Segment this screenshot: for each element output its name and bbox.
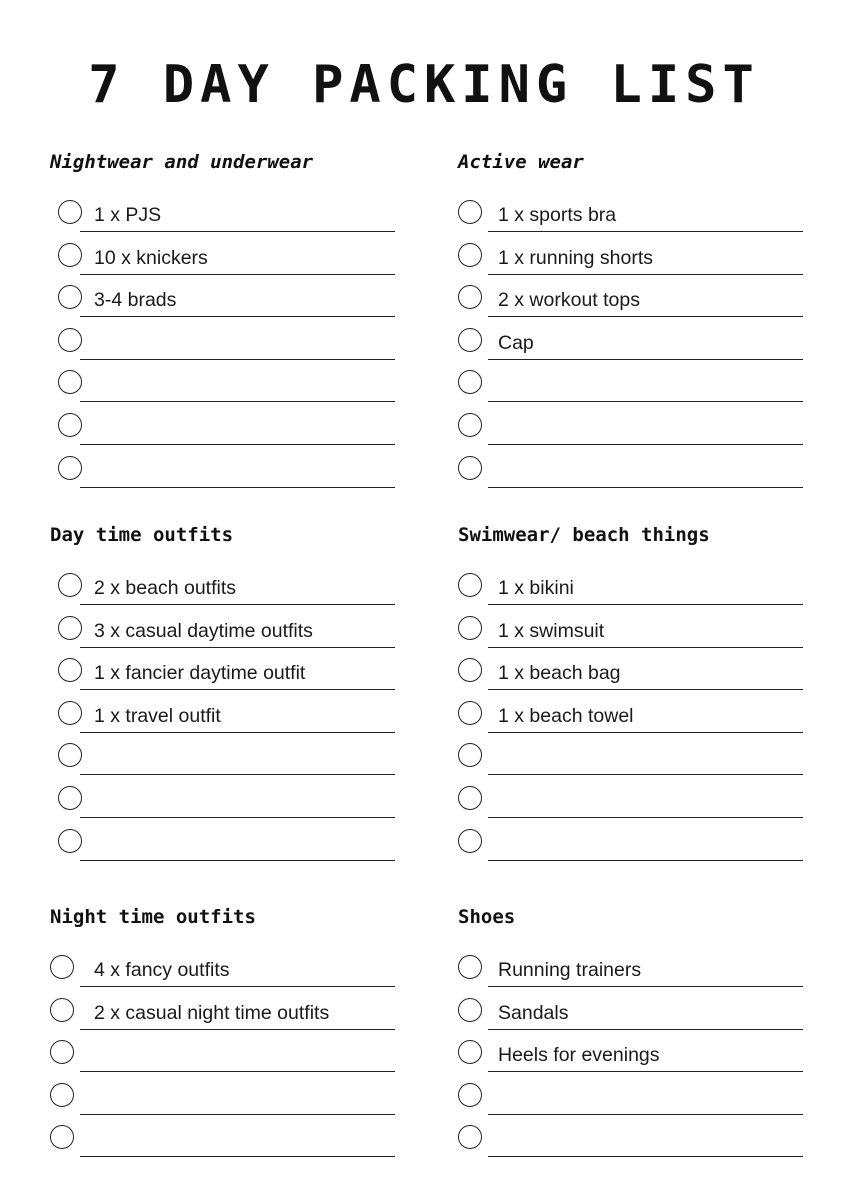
section-day-time-outfits (50, 523, 395, 871)
write-in-line (80, 231, 395, 232)
checklist-item (458, 1125, 803, 1168)
section-title: Day time outfits (50, 524, 234, 546)
checklist-item (458, 456, 803, 499)
checklist-item (458, 829, 803, 872)
checkbox-circle[interactable] (458, 955, 482, 979)
write-in-line (488, 817, 803, 818)
write-in-line (488, 1114, 803, 1115)
section-night-time-outfits (50, 905, 395, 1168)
checkbox-circle[interactable] (50, 1040, 74, 1064)
write-in-line (488, 604, 803, 605)
write-in-line (488, 231, 803, 232)
checkbox-circle[interactable] (458, 1083, 482, 1107)
checklist-item (50, 658, 395, 701)
checklist-item (50, 998, 395, 1041)
checklist-item (458, 413, 803, 456)
checklist-item (50, 328, 395, 371)
item-label: 4 x fancy outfits (94, 959, 230, 981)
checklist-item (50, 243, 395, 286)
checkbox-circle[interactable] (458, 829, 482, 853)
write-in-line (488, 1029, 803, 1030)
checkbox-circle[interactable] (58, 328, 82, 352)
checklist-item (458, 743, 803, 786)
checklist-item (458, 616, 803, 659)
write-in-line (80, 986, 395, 987)
checkbox-circle[interactable] (58, 658, 82, 682)
item-label: 1 x sports bra (498, 204, 617, 226)
item-label: Cap (498, 331, 534, 354)
write-in-line (488, 732, 803, 733)
checklist-item (50, 1125, 395, 1168)
section-swimwear (458, 523, 803, 871)
write-in-line (80, 316, 395, 317)
checkbox-circle[interactable] (58, 200, 82, 224)
section-nightwear (50, 150, 395, 498)
checklist (458, 955, 803, 1168)
write-in-line (80, 1114, 395, 1115)
write-in-line (80, 817, 395, 818)
checkbox-circle[interactable] (458, 573, 482, 597)
write-in-line (80, 647, 395, 648)
checkbox-circle[interactable] (458, 456, 482, 480)
checklist-item (50, 955, 395, 998)
item-label: 1 x bikini (498, 577, 574, 599)
write-in-line (80, 487, 395, 488)
checklist-item (50, 413, 395, 456)
write-in-line (488, 860, 803, 861)
checkbox-circle[interactable] (458, 413, 482, 437)
checkbox-circle[interactable] (458, 786, 482, 810)
checkbox-circle[interactable] (58, 413, 82, 437)
checkbox-circle[interactable] (458, 701, 482, 725)
checklist-item (50, 1040, 395, 1083)
checkbox-circle[interactable] (58, 573, 82, 597)
checklist-item (50, 786, 395, 829)
section-active-wear (458, 150, 803, 498)
checkbox-circle[interactable] (458, 1040, 482, 1064)
checklist-item (458, 998, 803, 1041)
checklist-item (458, 573, 803, 616)
write-in-line (488, 359, 803, 360)
checklist-item (458, 200, 803, 243)
section-title: Night time outfits (50, 906, 256, 928)
write-in-line (80, 689, 395, 690)
write-in-line (488, 1071, 803, 1072)
checklist (50, 200, 395, 498)
checklist (50, 955, 395, 1168)
write-in-line (80, 274, 395, 275)
item-label: Sandals (498, 1001, 569, 1024)
write-in-line (80, 444, 395, 445)
item-label: 2 x beach outfits (94, 577, 237, 599)
checkbox-circle[interactable] (458, 658, 482, 682)
item-label: Running trainers (498, 959, 642, 981)
checkbox-circle[interactable] (58, 829, 82, 853)
write-in-line (488, 316, 803, 317)
item-label: 2 x casual night time outfits (94, 1001, 330, 1024)
write-in-line (80, 732, 395, 733)
checklist-item (458, 658, 803, 701)
checklist-item (50, 743, 395, 786)
checklist-item (50, 829, 395, 872)
item-label: 10 x knickers (94, 246, 208, 269)
checklist-item (458, 786, 803, 829)
section-title: Swimwear/ beach things (458, 524, 710, 546)
write-in-line (488, 986, 803, 987)
item-label: Heels for evenings (498, 1044, 660, 1067)
write-in-line (80, 401, 395, 402)
checkbox-circle[interactable] (458, 370, 482, 394)
checkbox-circle[interactable] (458, 328, 482, 352)
section-title: Shoes (458, 906, 516, 928)
section-title: Nightwear and underwear (50, 151, 314, 173)
checkbox-circle[interactable] (58, 456, 82, 480)
write-in-line (488, 1156, 803, 1157)
write-in-line (80, 860, 395, 861)
checklist (50, 573, 395, 871)
checklist-item (458, 243, 803, 286)
checklist-item (50, 616, 395, 659)
checkbox-circle[interactable] (458, 200, 482, 224)
checklist-item (50, 701, 395, 744)
checkbox-circle[interactable] (50, 1083, 74, 1107)
write-in-line (488, 401, 803, 402)
checkbox-circle[interactable] (50, 998, 74, 1022)
item-label: 1 x running shorts (498, 246, 654, 269)
write-in-line (80, 359, 395, 360)
checklist-item (50, 1083, 395, 1126)
checkbox-circle[interactable] (58, 701, 82, 725)
checkbox-circle[interactable] (50, 955, 74, 979)
checklist-item (458, 370, 803, 413)
write-in-line (488, 647, 803, 648)
checkbox-circle[interactable] (458, 243, 482, 267)
item-label: 2 x workout tops (498, 289, 640, 312)
checkbox-circle[interactable] (58, 370, 82, 394)
checklist-item (50, 573, 395, 616)
checkbox-circle[interactable] (58, 743, 82, 767)
checkbox-circle[interactable] (58, 616, 82, 640)
checkbox-circle[interactable] (58, 243, 82, 267)
checkbox-circle[interactable] (458, 285, 482, 309)
write-in-line (80, 604, 395, 605)
item-label: 3 x casual daytime outfits (94, 619, 313, 642)
checklist-item (458, 328, 803, 371)
checklist-item (458, 955, 803, 998)
checkbox-circle[interactable] (458, 616, 482, 640)
checkbox-circle[interactable] (58, 285, 82, 309)
item-label: 3-4 brads (94, 289, 177, 312)
checkbox-circle[interactable] (458, 998, 482, 1022)
item-label: 1 x beach towel (498, 704, 634, 727)
write-in-line (488, 444, 803, 445)
checkbox-circle[interactable] (458, 743, 482, 767)
checklist-item (50, 285, 395, 328)
item-label: 1 x fancier daytime outfit (94, 662, 306, 685)
write-in-line (488, 274, 803, 275)
write-in-line (488, 487, 803, 488)
write-in-line (80, 1029, 395, 1030)
checklist (458, 200, 803, 498)
write-in-line (80, 1156, 395, 1157)
checklist-item (458, 285, 803, 328)
item-label: 1 x PJS (94, 204, 162, 226)
checklist-item (458, 1040, 803, 1083)
checkbox-circle[interactable] (50, 1125, 74, 1149)
checklist-item (458, 701, 803, 744)
checklist-item (50, 456, 395, 499)
item-label: 1 x swimsuit (498, 619, 605, 642)
write-in-line (80, 774, 395, 775)
section-shoes (458, 905, 803, 1168)
checkbox-circle[interactable] (58, 786, 82, 810)
checklist-item (50, 200, 395, 243)
checklist-item (50, 370, 395, 413)
checklist-item (458, 1083, 803, 1126)
item-label: 1 x travel outfit (94, 704, 221, 727)
section-title: Active wear (458, 151, 584, 173)
write-in-line (80, 1071, 395, 1072)
write-in-line (488, 689, 803, 690)
checklist (458, 573, 803, 871)
item-label: 1 x beach bag (498, 662, 621, 685)
checkbox-circle[interactable] (458, 1125, 482, 1149)
page-title: 7 DAY PACKING LIST (88, 55, 760, 115)
write-in-line (488, 774, 803, 775)
